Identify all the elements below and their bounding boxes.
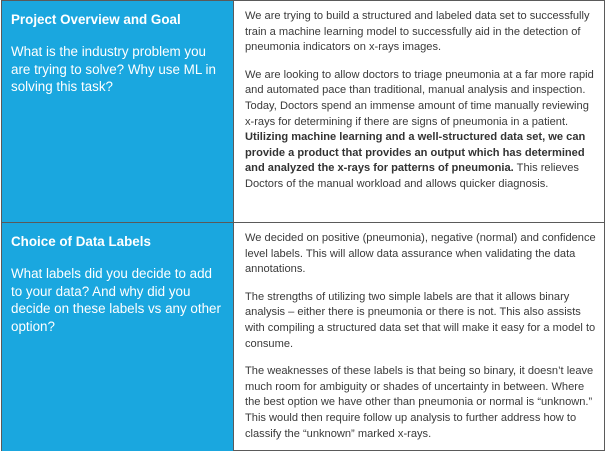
table-row-data-labels bbox=[2, 223, 604, 451]
section-heading: Choice of Data Labels bbox=[11, 234, 151, 249]
question-cell bbox=[2, 223, 234, 451]
answer-bold-text: Utilizing machine learning and a well-structured data set, we can provide a product that provides an output which has determined and analyzed the x-rays for patterns of pneumonia. bbox=[245, 131, 586, 175]
section-question: What is the industry problem you are trying to solve? Why use ML in solving this task? bbox=[11, 44, 216, 94]
answer-paragraph bbox=[245, 68, 596, 193]
answer-paragraph: We decided on positive (pneumonia), negative (normal) and confidence level labels. This will allow data assurance when validating the data annotations. bbox=[245, 232, 596, 276]
answer-paragraph: We are trying to build a structured and labeled data set to successfully train a machine learning model to successfully aid in the detection of pneumonia indicators on x-rays images. bbox=[245, 10, 590, 54]
answer-paragraph: The strengths of utilizing two simple labels are that it allows binary analysis – either there is pneumonia or there is not. This also assists with compiling a structured data set that will make it easy for a model to consume. bbox=[245, 290, 596, 350]
section-heading: Project Overview and Goal bbox=[11, 12, 181, 27]
table-row-project-overview bbox=[2, 1, 604, 223]
answer-paragraph: The weaknesses of these labels is that being so binary, it doesn’t leave much room for ambiguity or shades of uncertainty in between. Where the best option we have other than pneumonia or normal is “unknown.” This would then require follow up analysis to further address how to classify the “unknown” marked x-rays. bbox=[245, 365, 594, 440]
answer-cell bbox=[234, 223, 604, 451]
section-question: What labels did you decide to add to your data? And why did you decide on these labels vs any other option? bbox=[11, 266, 221, 334]
answer-text: This relieves Doctors of the manual workload and allows quicker diagnosis. bbox=[245, 162, 579, 190]
answer-text: We are looking to allow doctors to triage pneumonia at a far more rapid and automated pace than traditional, manual analysis and inspection. Today, Doctors spend an immense amount of time manually reviewing x-rays for determining if there are signs of pneumonia in a patient. bbox=[245, 68, 594, 128]
question-cell bbox=[2, 1, 234, 222]
answer-cell bbox=[234, 1, 604, 222]
document-table bbox=[1, 0, 605, 451]
